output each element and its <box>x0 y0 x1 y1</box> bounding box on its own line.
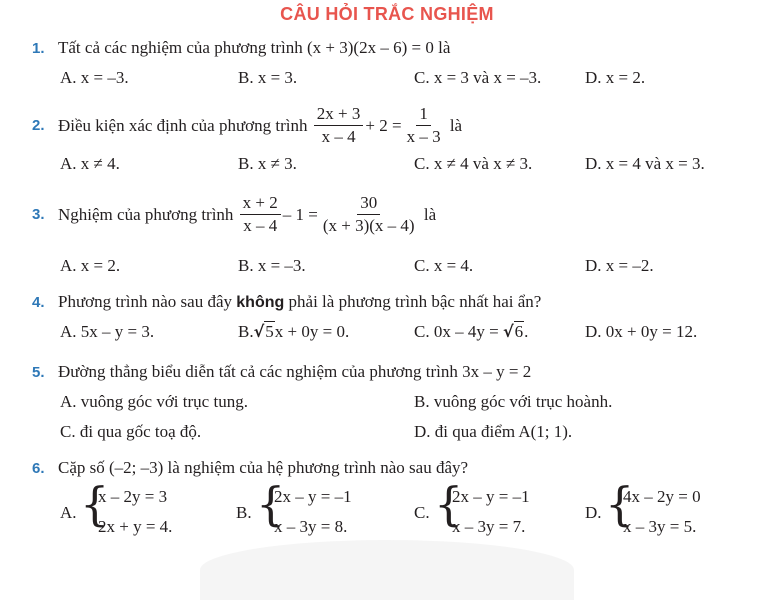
option-d[interactable]: D. x = 4 và x = 3. <box>585 154 705 173</box>
page-title: CÂU HỎI TRẮC NGHIỆM <box>280 4 494 24</box>
square-root: √6 <box>502 322 524 341</box>
option-a[interactable]: A. 5x – y = 3. <box>60 322 155 341</box>
option-a[interactable]: A. x = 2. <box>60 256 121 275</box>
option-a[interactable]: A. vuông góc với trục tung. <box>60 392 248 411</box>
equation-2: x – 3y = 7. <box>452 517 526 536</box>
option-d[interactable]: D. x = –2. <box>585 256 654 275</box>
option-c[interactable]: C. x = 3 và x = –3. <box>414 68 542 87</box>
option-label: D. <box>585 503 602 522</box>
option-b[interactable] <box>238 322 349 342</box>
option-a[interactable]: A. x ≠ 4. <box>60 154 120 173</box>
question-text: Phương trình nào sau đây <box>58 292 233 311</box>
question-text: Tất cả các nghiệm của phương trình (x + 3)(2x – 6) = 0 là <box>58 38 451 57</box>
question-4 <box>32 292 541 312</box>
denominator: (x + 3)(x – 4) <box>322 216 415 235</box>
fraction <box>240 193 281 236</box>
equation-middle: + 2 = <box>365 115 402 135</box>
radicand: 5 <box>265 322 274 341</box>
numerator: 1 <box>416 104 431 126</box>
question-6 <box>32 458 468 478</box>
denominator: x – 4 <box>321 127 356 146</box>
question-text: Điều kiện xác định của phương trình <box>58 115 308 135</box>
watermark-logo <box>200 540 574 600</box>
question-5 <box>32 362 531 382</box>
option-c[interactable]: C. x = 4. <box>414 256 474 275</box>
emphasis-word: không <box>236 294 285 311</box>
option-c[interactable]: C. x ≠ 4 và x ≠ 3. <box>414 154 533 173</box>
equation-1: x – 2y = 3 <box>98 487 168 506</box>
question-text-end: phải là phương trình bậc nhất hai ẩn? <box>288 292 542 311</box>
question-3 <box>32 193 436 236</box>
numerator: 30 <box>357 193 380 215</box>
option-a[interactable]: A. x = –3. <box>60 68 129 87</box>
option-d[interactable]: D. đi qua điểm A(1; 1). <box>414 422 573 441</box>
question-2 <box>32 104 462 147</box>
question-number: 3. <box>32 206 45 223</box>
question-number: 2. <box>32 117 45 134</box>
question-number: 4. <box>32 294 45 311</box>
numerator: x + 2 <box>240 193 281 215</box>
option-label: B. <box>236 503 252 522</box>
fraction <box>320 193 418 236</box>
option-label: C. <box>414 503 430 522</box>
option-c[interactable]: C. đi qua gốc toạ độ. <box>60 422 202 441</box>
question-number: 1. <box>32 40 45 57</box>
option-b[interactable]: B. x = 3. <box>238 68 298 87</box>
square-root: √5 <box>253 322 274 341</box>
fraction <box>314 104 364 147</box>
question-number: 6. <box>32 460 45 477</box>
equation-middle: – 1 = <box>282 204 318 224</box>
option-d[interactable]: D. 0x + 0y = 12. <box>585 322 698 341</box>
equation-1: 2x – y = –1 <box>452 487 530 506</box>
option-text: x + 0y = 0. <box>274 322 350 341</box>
system-brace: { <box>434 477 464 531</box>
option-c[interactable] <box>414 322 528 342</box>
equation-2: x – 3y = 5. <box>623 517 697 536</box>
question-1 <box>32 38 450 58</box>
option-text-end: . <box>524 322 529 341</box>
equation-1: 2x – y = –1 <box>274 487 352 506</box>
equation-1: 4x – 2y = 0 <box>623 487 701 506</box>
radicand: 6 <box>514 322 524 341</box>
option-text: C. 0x – 4y = <box>414 322 499 341</box>
option-b[interactable]: B. x ≠ 3. <box>238 154 297 173</box>
question-text-end: là <box>449 115 463 135</box>
system-brace: { <box>80 477 110 531</box>
question-text: Đường thẳng biểu diễn tất cả các nghiệm của phương trình 3x – y = 2 <box>58 362 532 381</box>
question-text-end: là <box>423 204 437 224</box>
question-number: 5. <box>32 364 45 381</box>
option-d[interactable]: D. x = 2. <box>585 68 646 87</box>
system-brace: { <box>605 477 635 531</box>
option-b[interactable]: B. x = –3. <box>238 256 306 275</box>
question-text: Nghiệm của phương trình <box>58 204 234 224</box>
denominator: x – 4 <box>243 216 278 235</box>
fraction <box>404 104 444 147</box>
question-text: Cặp số (–2; –3) là nghiệm của hệ phương trình nào sau đây? <box>58 458 469 477</box>
system-brace: { <box>256 477 286 531</box>
equation-2: x – 3y = 8. <box>274 517 348 536</box>
option-label: A. <box>60 503 77 522</box>
equation-2: 2x + y = 4. <box>98 517 173 536</box>
option-label: B. <box>238 322 254 341</box>
numerator: 2x + 3 <box>314 104 364 126</box>
denominator: x – 3 <box>406 127 441 146</box>
option-b[interactable]: B. vuông góc với trục hoành. <box>414 392 613 411</box>
